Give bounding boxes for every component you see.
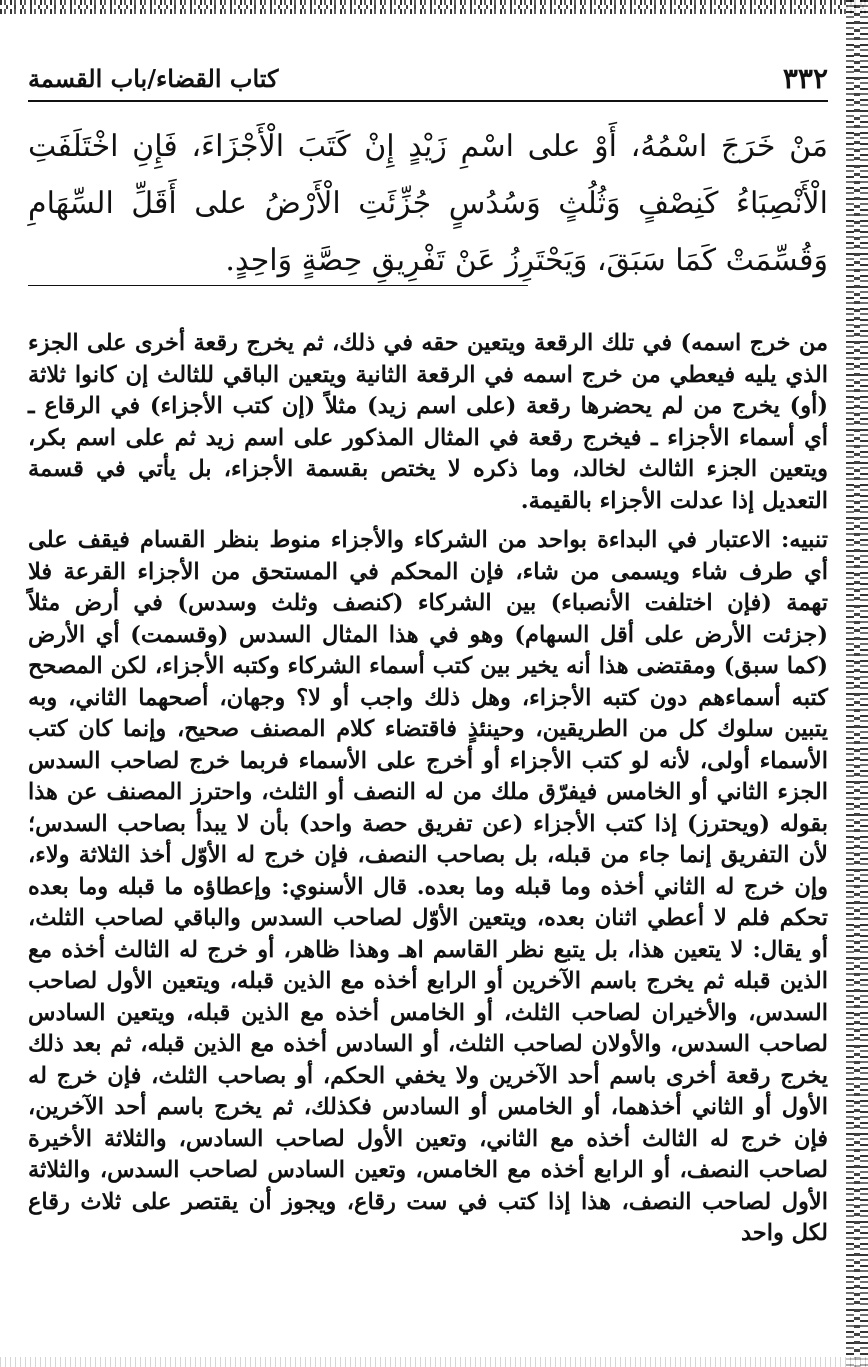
decorative-top-border <box>0 0 868 14</box>
page-number: ٣٣٢ <box>782 61 828 95</box>
main-text-matn: مَنْ خَرَجَ اسْمُهُ، أَوْ على اسْمِ زَيْدٍ إِنْ كَتَبَ الْأَجْزَاءَ، فَإِنِ اخْتَلَفَتِ الْأَنْصِبَاءُ كَنِصْفٍ وَثُلُثٍ وَسُدُسٍ جُزِّئَتِ الْأَرْضُ على أَقَلِّ السِّهَامِ وَقُسِّمَتْ كَمَا سَبَقَ، وَيَحْتَرِزُ عَنْ تَفْرِيقِ حِصَّةٍ وَاحِدٍ. <box>28 129 828 278</box>
commentary-paragraph-1: من خرج اسمه) في تلك الرقعة ويتعين حقه في ذلك، ثم يخرج رقعة أخرى على الجزء الذي يليه فيعطي من خرج اسمه في الرقعة الثانية ويتعين الباقي للثالث إن كانوا ثلاثة (أو) يخرج من لم يحضرها رقعة (على اسم زيد) مثلاً (إن كتب الأجزاء) في الرقاع ـ أي أسماء الأجزاء ـ فيخرج رقعة في المثال المذكور على اسم زيد ثم على اسم بكر، ويتعين الجزء الثالث لخالد، وما ذكره لا يختص بقسمة الأجزاء، بل يأتي في قسمة التعديل إذا عدلت الأجزاء بالقيمة. <box>28 330 828 514</box>
page-header <box>28 58 828 98</box>
decorative-bottom-border <box>0 1357 868 1367</box>
header-divider <box>28 100 828 102</box>
running-title: كتاب القضاء/باب القسمة <box>28 63 279 93</box>
commentary-paragraph-2: تنبيه: الاعتبار في البداءة بواحد من الشركاء والأجزاء منوط بنظر القسام فيقف على أي طرف شاء ويسمى من شاء، فإن المحكم في المستحق من الأجزاء القرعة فلا تهمة (فإن اختلفت الأنصباء) بين الشركاء (كنصف وثلث وسدس) في أرض مثلاً (جزئت الأرض على أقل السهام) وهو في هذا المثال السدس (وقسمت) أي الأرض (كما سبق) ومقتضى هذا أنه يخير بين كتب أسماء الشركاء وكتبه الأجزاء، لكن المصحح كتبه أسماءهم دون كتبه الأجزاء، وهل ذلك واجب أو لا؟ وجهان، أصحهما الثاني، وبه يتبين سلوك كل من الطريقين، وحينئذٍ فاقتضاء كلام المصنف صحيح، وإنما كان كتب الأسماء أولى، لأنه لو كتب الأجزاء أو أخرج على الأسماء فربما خرج لصاحب السدس الجزء الثاني أو الخامس فيفرّق ملك من له النصف أو الثلث، واحترز المصنف عن هذا بقوله (ويحترز) إذا كتب الأجزاء (عن تفريق حصة واحد) بأن لا يبدأ بصاحب السدس؛ لأن التفريق إنما جاء من قبله، بل بصاحب النصف، فإن خرج له الأوّل أخذ الثلاثة ولاء، وإن خرج له الثاني أخذه وما قبله وما بعده. قال الأسنوي: وإعطاؤه ما قبله وما بعده تحكم فلم لا أعطي اثنان بعده، ويتعين الأوّل لصاحب السدس والباقي لصاحب الثلث، أو يقال: لا يتعين هذا، بل يتبع نظر القاسم اهـ وهذا ظاهر، أو خرج له الثالث أخذه مع الذين قبله ثم يخرج باسم الآخرين أو الرابع أخذه مع الذين قبله، ويتعين الأول لصاحب السدس، والأخيران لصاحب الثلث، أو الخامس أخذه مع الذين قبله، ويتعين السادس لصاحب السدس، والأولان لصاحب الثلث، أو السادس أخذه مع الذين قبله، ثم بعد ذلك يخرج رقعة أخرى باسم أحد الآخرين ولا يخفي الحكم، أو بصاحب الثلث، فإن خرج له الأول أو الثاني أخذهما، أو الخامس أو السادس فكذلك، ثم يخرج باسم أحد الآخرين، فإن خرج له الثالث أخذه مع الثاني، وتعين الأول لصاحب السادس، والثلاثة الأخيرة لصاحب النصف، أو الرابع أخذه مع الخامس، وتعين السادس لصاحب السدس، والثلاثة الأول لصاحب النصف، هذا إذا كتب في ست رقاع، ويجوز أن يقتصر على ثلاث رقاع لكل واحد <box>28 527 828 1246</box>
matn-divider <box>28 285 528 286</box>
decorative-right-border <box>846 0 868 1367</box>
commentary-block <box>28 328 828 1250</box>
